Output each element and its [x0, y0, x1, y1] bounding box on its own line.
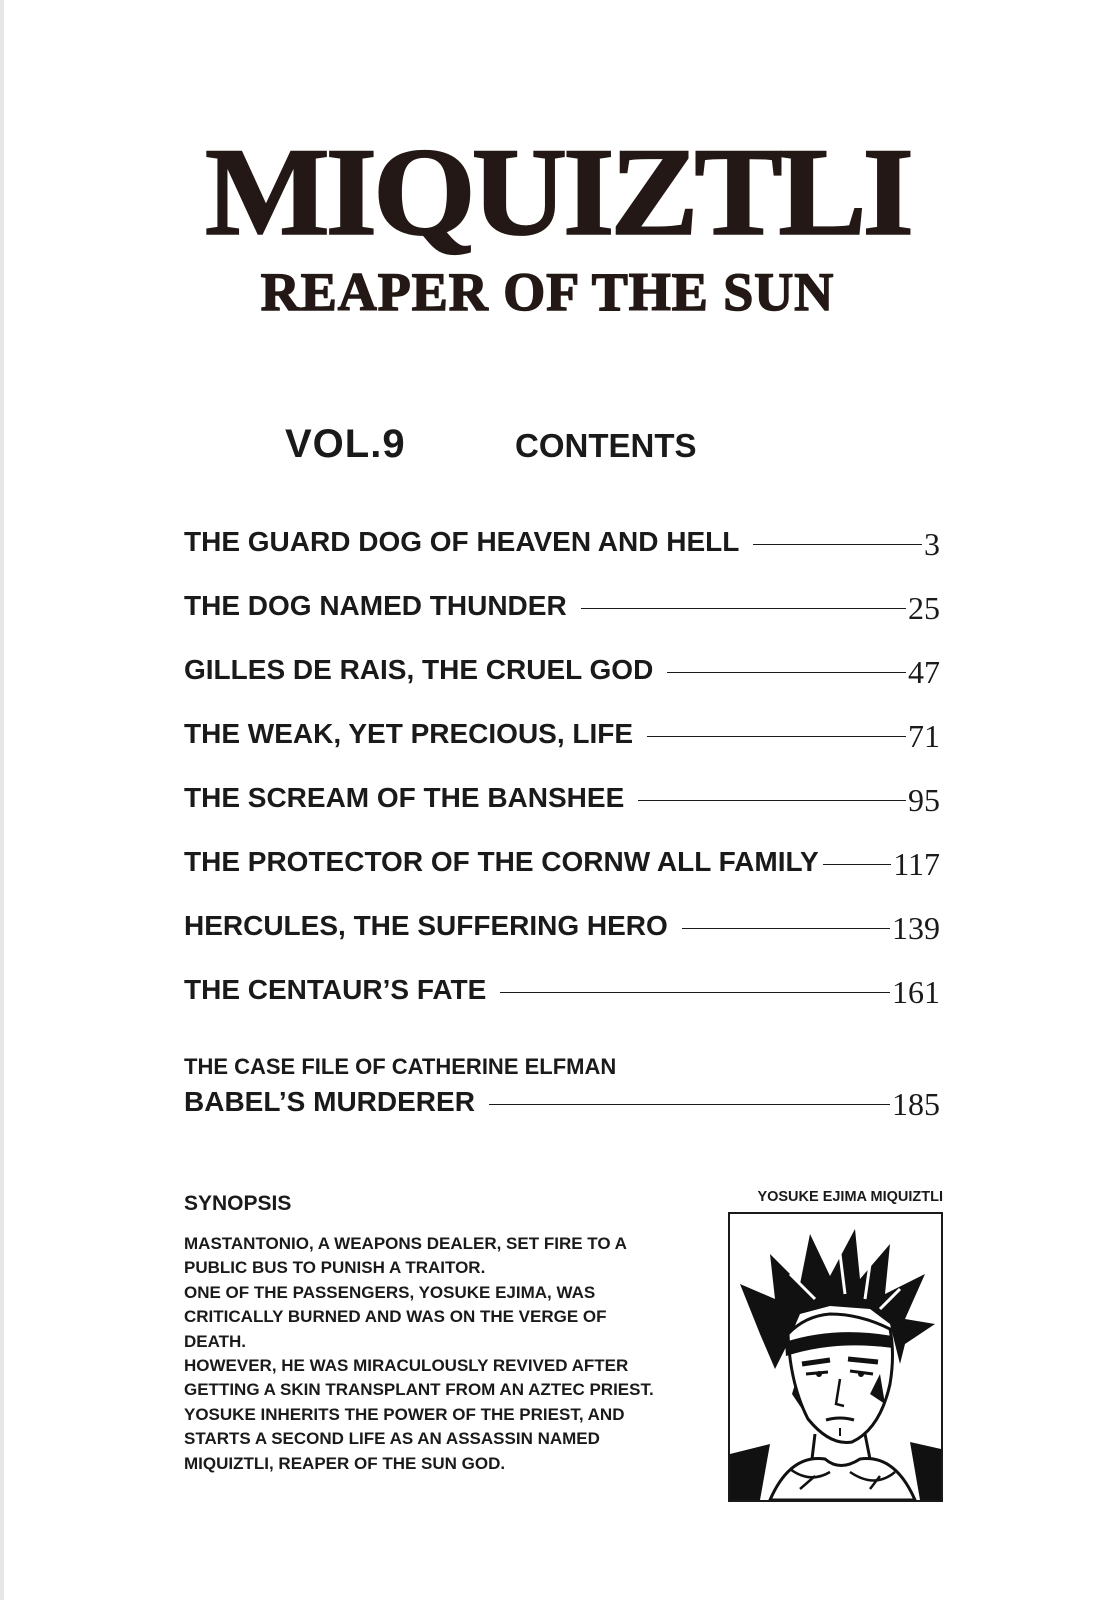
toc-leader-line — [667, 672, 906, 673]
toc-entry[interactable] — [184, 586, 940, 650]
toc-entry-title: THE SCREAM OF THE BANSHEE — [184, 782, 625, 813]
toc-entry-page: 139 — [892, 910, 940, 946]
synopsis-line: HOWEVER, HE WAS MIRACULOUSLY REVIVED AFTER — [184, 1356, 629, 1376]
volume-heading: VOL.9 — [285, 422, 406, 466]
toc-leader-line — [581, 608, 906, 609]
toc-entry[interactable] — [184, 522, 940, 586]
portrait-caption: YOSUKE EJIMA MIQUIZTLI — [757, 1189, 943, 1205]
synopsis-line: DEATH. — [184, 1331, 247, 1351]
toc-entry-page: 117 — [893, 846, 940, 882]
synopsis-line: YOSUKE INHERITS THE POWER OF THE PRIEST, AND — [184, 1404, 625, 1424]
toc-entry-page: 71 — [908, 718, 940, 754]
synopsis-heading: SYNOPSIS — [184, 1192, 292, 1215]
toc-entry-title: THE PROTECTOR OF THE CORNW ALL FAMILY — [184, 846, 819, 877]
toc-entry-final[interactable] — [184, 1052, 940, 1132]
toc-entry-title: THE WEAK, YET PRECIOUS, LIFE — [184, 718, 634, 749]
toc-entry-subtitle: THE CASE FILE OF CATHERINE ELFMAN — [184, 1054, 617, 1079]
toc-leader-line — [753, 544, 922, 545]
toc-entry-title: THE DOG NAMED THUNDER — [184, 590, 567, 621]
toc-entry[interactable] — [184, 842, 940, 906]
toc-entry[interactable] — [184, 714, 940, 778]
synopsis-line: MASTANTONIO, A WEAPONS DEALER, SET FIRE TO A — [184, 1234, 627, 1253]
table-of-contents — [184, 522, 940, 1034]
toc-entry-title: THE GUARD DOG OF HEAVEN AND HELL — [184, 526, 740, 557]
toc-entry-page: 95 — [908, 782, 940, 818]
toc-entry[interactable] — [184, 970, 940, 1034]
synopsis-line: GETTING A SKIN TRANSPLANT FROM AN AZTEC PRIEST. — [184, 1380, 654, 1400]
synopsis-text — [184, 1232, 744, 1476]
portrait-illustration — [730, 1214, 941, 1500]
toc-leader-line — [682, 928, 890, 929]
toc-entry-title: GILLES DE RAIS, THE CRUEL GOD — [184, 654, 654, 685]
toc-leader-line — [489, 1104, 890, 1105]
toc-entry-title: HERCULES, THE SUFFERING HERO — [184, 910, 668, 941]
toc-entry[interactable] — [184, 650, 940, 714]
toc-entry-page: 185 — [892, 1086, 940, 1122]
book-title: MIQUIZTLI — [205, 121, 910, 262]
toc-entry[interactable] — [184, 906, 940, 970]
toc-leader-line — [638, 800, 906, 801]
character-portrait — [728, 1212, 943, 1502]
synopsis-line: STARTS A SECOND LIFE AS AN ASSASSIN NAMED — [184, 1429, 600, 1449]
synopsis-line: CRITICALLY BURNED AND WAS ON THE VERGE OF — [184, 1307, 607, 1327]
toc-leader-line — [647, 736, 906, 737]
toc-entry-page: 47 — [908, 654, 940, 690]
synopsis-line: ONE OF THE PASSENGERS, YOSUKE EJIMA, WAS — [184, 1282, 596, 1302]
toc-leader-line — [823, 864, 892, 865]
toc-entry-page: 3 — [924, 526, 940, 562]
toc-entry-title: BABEL’S MURDERER — [184, 1086, 475, 1117]
toc-entry[interactable] — [184, 778, 940, 842]
toc-entry-page: 161 — [892, 974, 940, 1010]
toc-entry-title: THE CENTAUR’S FATE — [184, 974, 487, 1005]
book-subtitle: REAPER OF THE SUN — [260, 262, 835, 322]
synopsis-line: PUBLIC BUS TO PUNISH A TRAITOR. — [184, 1258, 486, 1278]
synopsis-line: MIQUIZTLI, REAPER OF THE SUN GOD. — [184, 1453, 506, 1473]
contents-heading: CONTENTS — [515, 427, 697, 464]
toc-entry-page: 25 — [908, 590, 940, 626]
toc-leader-line — [500, 992, 890, 993]
